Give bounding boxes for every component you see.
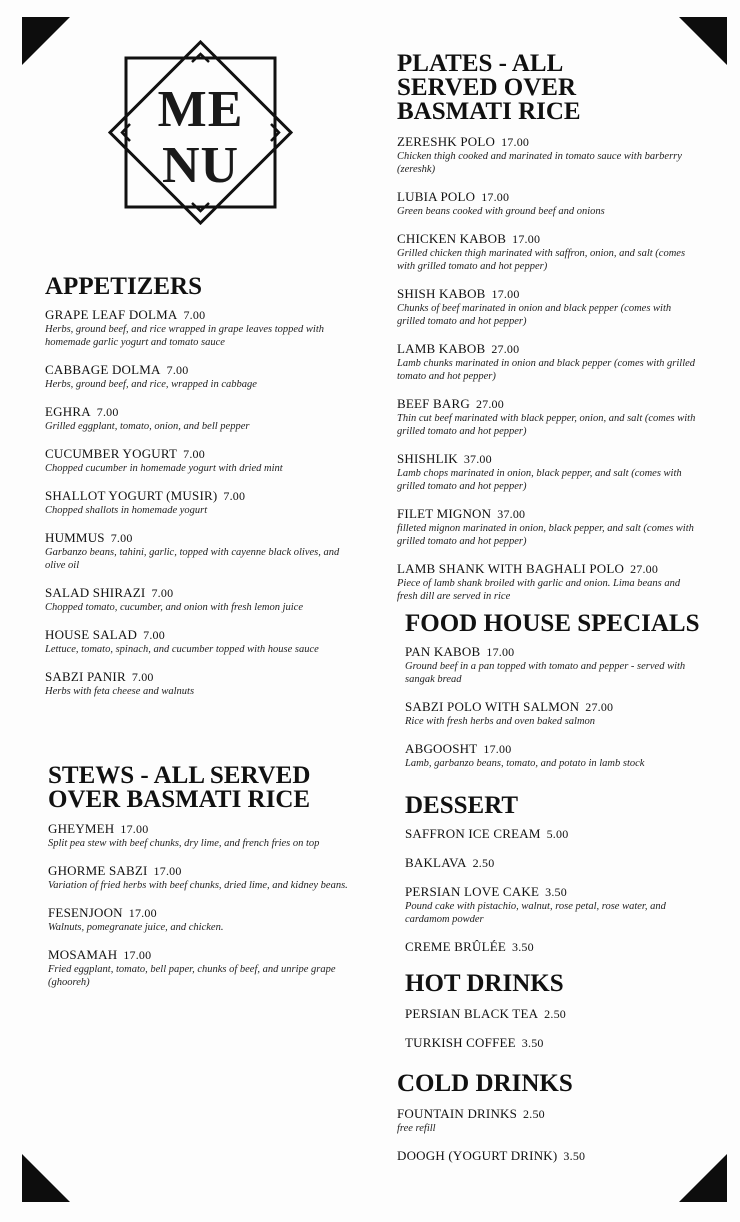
item-description: Ground beef in a pan topped with tomato and pepper - served with sangak bread [405, 661, 686, 685]
item-price: 37.00 [463, 452, 492, 466]
item-description: Lamb, garbanzo beans, tomato, and potato in lamb stock [405, 758, 645, 769]
item-name: PAN KABOB [405, 644, 481, 659]
section-title: HOT DRINKS [405, 970, 564, 997]
item-price: 2.50 [544, 1007, 566, 1021]
item-name: GHORME SABZI [48, 863, 148, 878]
corner-triangle-top-left [22, 17, 70, 65]
item-description: Garbanzo beans, tahini, garlic, topped with cayenne black olives, and olive oil [45, 547, 340, 571]
item-description: free refill [397, 1123, 436, 1134]
menu-item [397, 451, 697, 493]
item-price: 7.00 [223, 489, 246, 503]
menu-item [397, 561, 697, 603]
item-name: LUBIA POLO [397, 189, 476, 204]
item-price: 7.00 [151, 586, 174, 600]
item-price: 17.00 [123, 948, 152, 962]
menu-item [405, 826, 705, 842]
menu-item [405, 644, 705, 686]
item-price: 7.00 [143, 628, 165, 642]
menu-item [405, 855, 705, 871]
item-description: Herbs, ground beef, and rice wrapped in grape leaves topped with homemade garlic yogurt and tomato sauce [45, 324, 324, 348]
item-name: HUMMUS [45, 530, 105, 545]
item-name: BEEF BARG [397, 396, 470, 411]
section-title: STEWS - ALL SERVED OVER BASMATI RICE [48, 762, 311, 813]
item-price: 7.00 [183, 447, 205, 461]
plates-list [397, 134, 697, 603]
menu-item [405, 699, 705, 728]
item-name: CABBAGE DOLMA [45, 362, 161, 377]
menu-item [397, 1106, 697, 1135]
cold-drinks-list [397, 1106, 697, 1164]
item-description: Thin cut beef marinated with black pepper, onion, and salt (comes with grilled tomato and hot pepper) [397, 413, 696, 437]
logo-line-2: NU [161, 137, 240, 194]
menu-item [48, 863, 353, 892]
item-name: CHICKEN KABOB [397, 231, 507, 246]
item-name: ZERESHK POLO [397, 134, 496, 149]
item-description: Chicken thigh cooked and marinated in tomato sauce with barberry (zereshk) [397, 151, 682, 175]
item-description: Herbs with feta cheese and walnuts [45, 686, 195, 697]
item-price: 37.00 [497, 507, 526, 521]
item-name: SABZI PANIR [45, 669, 126, 684]
item-name: MOSAMAH [48, 947, 118, 962]
item-price: 27.00 [585, 700, 614, 714]
corner-triangle-bottom-left [22, 1154, 70, 1202]
item-price: 27.00 [630, 562, 659, 576]
section-title: PLATES - ALL SERVED OVER BASMATI RICE [397, 50, 581, 125]
item-description: Chopped shallots in homemade yogurt [45, 505, 208, 516]
item-name: LAMB KABOB [397, 341, 486, 356]
item-description: Herbs, ground beef, and rice, wrapped in cabbage [45, 379, 257, 390]
menu-item [397, 189, 697, 218]
menu-item [45, 530, 350, 572]
menu-item [48, 821, 353, 850]
item-price: 17.00 [501, 135, 530, 149]
menu-item [48, 905, 353, 934]
menu-logo-text [108, 82, 293, 194]
item-price: 2.50 [523, 1107, 545, 1121]
item-name: SHISHLIK [397, 451, 458, 466]
menu-item [405, 939, 705, 955]
item-description: Pound cake with pistachio, walnut, rose petal, rose water, and cardamom powder [405, 901, 666, 925]
menu-item [397, 286, 697, 328]
item-description: Chunks of beef marinated in onion and black pepper (comes with grilled tomato and hot pepper) [397, 303, 672, 327]
item-description: Split pea stew with beef chunks, dry lime, and french fries on top [48, 838, 320, 849]
menu-item [45, 488, 350, 517]
menu-item [45, 404, 350, 433]
section-cold-drinks [397, 1072, 697, 1164]
section-dessert [405, 794, 705, 955]
item-price: 3.50 [563, 1149, 586, 1163]
item-price: 17.00 [486, 645, 515, 659]
section-title: FOOD HOUSE SPECIALS [405, 610, 700, 637]
item-price: 7.00 [96, 405, 119, 419]
item-name: PERSIAN BLACK TEA [405, 1006, 539, 1021]
item-description: Grilled chicken thigh marinated with saffron, onion, and salt (comes with grilled tomato and hot pepper) [397, 248, 686, 272]
menu-item [45, 627, 350, 656]
item-name: FESENJOON [48, 905, 123, 920]
item-price: 27.00 [491, 342, 520, 356]
menu-item [397, 1148, 697, 1164]
dessert-list [405, 826, 705, 955]
item-price: 17.00 [153, 864, 182, 878]
item-price: 17.00 [483, 742, 512, 756]
item-name: ABGOOSHT [405, 741, 478, 756]
item-name: TURKISH COFFEE [405, 1035, 516, 1050]
item-price: 5.00 [546, 827, 569, 841]
item-name: FOUNTAIN DRINKS [397, 1106, 518, 1121]
menu-item [397, 506, 697, 548]
menu-item [45, 585, 350, 614]
section-title: DESSERT [405, 792, 519, 819]
menu-item [45, 446, 350, 475]
item-description: Variation of fried herbs with beef chunks, dried lime, and kidney beans. [48, 880, 348, 891]
menu-item [405, 884, 705, 926]
item-name: GRAPE LEAF DOLMA [45, 307, 178, 322]
item-description: Chopped cucumber in homemade yogurt with dried mint [45, 463, 283, 474]
item-description: Fried eggplant, tomato, bell paper, chunks of beef, and unripe grape (ghooreh) [48, 964, 336, 988]
appetizers-list [45, 307, 350, 698]
item-description: Lamb chops marinated in onion, black pepper, and salt (comes with grilled tomato and hot pepper) [397, 468, 682, 492]
item-price: 17.00 [512, 232, 541, 246]
item-price: 7.00 [110, 531, 133, 545]
menu-logo [108, 40, 293, 225]
item-description: Piece of lamb shank broiled with garlic and onion. Lima beans and fresh dill are served in rice [397, 578, 681, 602]
item-name: SAFFRON ICE CREAM [405, 826, 541, 841]
item-description: Lettuce, tomato, spinach, and cucumber topped with house sauce [45, 644, 319, 655]
item-name: SHISH KABOB [397, 286, 486, 301]
item-price: 7.00 [166, 363, 189, 377]
section-plates [397, 52, 697, 603]
item-name: BAKLAVA [405, 855, 467, 870]
menu-item [405, 1006, 705, 1022]
menu-item [48, 947, 353, 989]
item-price: 7.00 [131, 670, 154, 684]
item-name: PERSIAN LOVE CAKE [405, 884, 540, 899]
item-description: Grilled eggplant, tomato, onion, and bell pepper [45, 421, 250, 432]
menu-item [45, 669, 350, 698]
item-description: Chopped tomato, cucumber, and onion with fresh lemon juice [45, 602, 303, 613]
item-price: 2.50 [472, 856, 495, 870]
item-price: 7.00 [183, 308, 206, 322]
item-name: DOOGH (YOGURT DRINK) [397, 1148, 558, 1163]
item-price: 17.00 [120, 822, 149, 836]
section-specials [405, 612, 705, 770]
item-name: HOUSE SALAD [45, 627, 138, 642]
section-title: APPETIZERS [45, 273, 202, 300]
item-name: SALAD SHIRAZI [45, 585, 146, 600]
item-name: SHALLOT YOGURT (MUSIR) [45, 488, 218, 503]
section-title: COLD DRINKS [397, 1070, 573, 1097]
menu-item [405, 741, 705, 770]
menu-item [45, 307, 350, 349]
item-name: GHEYMEH [48, 821, 115, 836]
hot-drinks-list [405, 1006, 705, 1051]
item-name: CUCUMBER YOGURT [45, 446, 178, 461]
logo-line-1: ME [157, 81, 244, 138]
item-name: EGHRA [45, 404, 91, 419]
item-price: 17.00 [481, 190, 510, 204]
menu-item [397, 396, 697, 438]
item-price: 3.50 [512, 940, 534, 954]
item-name: LAMB SHANK WITH BAGHALI POLO [397, 561, 625, 576]
menu-item [45, 362, 350, 391]
item-name: CREME BRÛLÉE [405, 939, 506, 954]
item-description: Walnuts, pomegranate juice, and chicken. [48, 922, 224, 933]
item-name: SABZI POLO WITH SALMON [405, 699, 580, 714]
specials-list [405, 644, 705, 770]
menu-item [405, 1035, 705, 1051]
section-stews [48, 764, 353, 989]
section-hot-drinks [405, 972, 705, 1051]
stews-list [48, 821, 353, 989]
section-appetizers [45, 275, 350, 698]
item-description: Green beans cooked with ground beef and onions [397, 206, 605, 217]
menu-item [397, 341, 697, 383]
item-price: 17.00 [491, 287, 520, 301]
menu-item [397, 134, 697, 176]
item-description: Lamb chunks marinated in onion and black pepper (comes with grilled tomato and hot pepper) [397, 358, 696, 382]
item-description: Rice with fresh herbs and oven baked salmon [405, 716, 596, 727]
item-name: FILET MIGNON [397, 506, 492, 521]
item-price: 3.50 [545, 885, 567, 899]
menu-item [397, 231, 697, 273]
item-price: 3.50 [521, 1036, 544, 1050]
item-price: 27.00 [475, 397, 504, 411]
item-price: 17.00 [128, 906, 157, 920]
item-description: filleted mignon marinated in onion, black pepper, and salt (comes with grilled tomato and hot pepper) [397, 523, 694, 547]
